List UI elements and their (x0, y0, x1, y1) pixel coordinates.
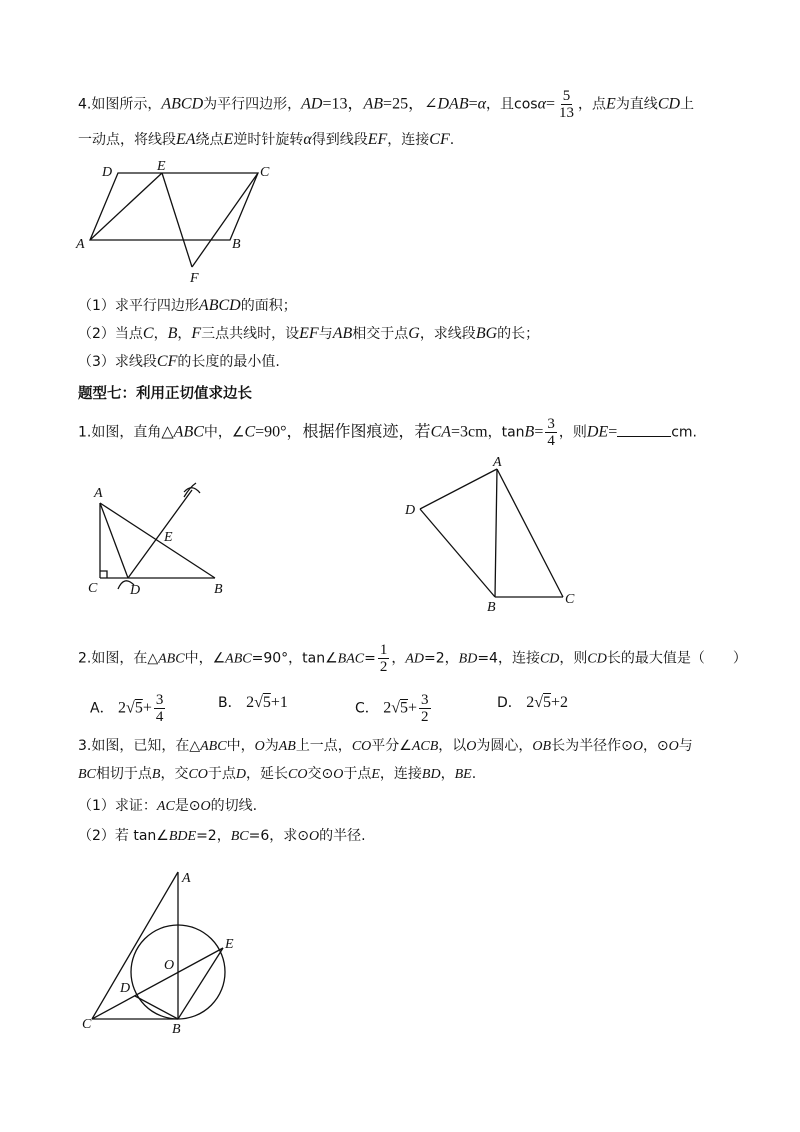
label-d: D (405, 503, 416, 518)
answer-blank[interactable] (617, 422, 671, 437)
label-b: B (214, 582, 223, 597)
label-d: D (130, 583, 141, 598)
p3-stem-line2: BC相切于点B，交CO于点D，延长CO交⊙O于点E，连接BD，BE. (78, 766, 477, 782)
tan-bac-fraction: $\frac{1}{2}$ (379, 642, 388, 675)
label-e: E (157, 160, 166, 174)
section-title: 题型七：利用正切值求边长 (78, 386, 252, 402)
side-da (420, 469, 497, 509)
label-e: E (225, 937, 234, 952)
label-a: A (493, 455, 502, 470)
label-c: C (260, 165, 270, 180)
label-c: C (88, 581, 98, 596)
option-c[interactable]: C． 2√5+ $\frac{3}{2}$ (355, 692, 429, 725)
label-o: O (164, 958, 175, 973)
option-a[interactable]: A． 2√5+ $\frac{3}{4}$ (90, 692, 164, 725)
label-b: B (487, 600, 496, 615)
q4-stem-line2: 一动点，将线段EA绕点E逆时针旋转α得到线段EF，连接CF. (78, 131, 455, 148)
segment-ea (90, 173, 162, 240)
p3-sub2: （2）若 tan∠BDE=2，BC=6，求⊙O的半径. (78, 828, 366, 844)
option-a-fraction: $\frac{3}{4}$ (155, 692, 164, 725)
side-ab (495, 469, 497, 597)
tan-b-fraction: $\frac{3}{4}$ (547, 416, 555, 449)
p3-stem-line1: 3.如图，已知，在△ABC中，O为AB上一点，CO平分∠ACB，以O为圆心，OB长为半径作⊙O，⊙O与 (78, 738, 693, 754)
right-triangle-figure (80, 475, 240, 610)
segment-ad (100, 503, 128, 578)
label-c: C (82, 1017, 92, 1032)
segment-be (178, 948, 223, 1019)
right-angle-mark (100, 571, 107, 578)
q4-stem-line1: 4.如图所示，ABCD为平行四边形，AD=13，AB=25，∠DAB=α，且cosα= $\frac{5}{13}$ ，点E为直线CD上 (78, 88, 695, 121)
p1-stem: 1.如图，直角△ABC中，∠C=90°，根据作图痕迹，若CA=3cm，tanB= $\frac{3}{4}$ ，则DE= cm. (78, 416, 698, 449)
label-e: E (164, 530, 173, 545)
segment-bd (135, 996, 178, 1019)
segment-ef (162, 173, 192, 267)
p3-sub1: （1）求证：AC是⊙O的切线. (78, 798, 258, 814)
side-ac (497, 469, 563, 597)
q4-sub1: （1）求平行四边形ABCD的面积； (78, 297, 297, 314)
perpendicular-line (128, 490, 192, 578)
label-d: D (102, 165, 113, 180)
label-a: A (76, 237, 85, 252)
parallelogram-figure (70, 160, 280, 290)
parallelogram-abcd (90, 173, 258, 240)
label-b: B (232, 237, 241, 252)
cos-alpha-fraction: $\frac{5}{13}$ (559, 88, 575, 121)
q4-sub2: （2）当点C，B，F三点共线时，设EF与AB相交于点G，求线段BG的长； (78, 325, 540, 342)
p2-stem: 2.如图，在△ABC中，∠ABC=90°，tan∠BAC= $\frac{1}{2}$ ，AD=2，BD=4，连接CD，则CD长的最大值是（ ） (78, 642, 747, 675)
option-b[interactable]: B． 2√5+1 (218, 694, 288, 711)
label-a: A (94, 486, 103, 501)
side-ab (100, 503, 215, 578)
label-a: A (182, 871, 191, 886)
side-ca (92, 872, 178, 1019)
label-d: D (120, 981, 131, 996)
q4-sub3: （3）求线段CF的长度的最小值. (78, 353, 280, 370)
quadrilateral-figure (395, 452, 595, 617)
label-c: C (565, 592, 575, 607)
option-c-fraction: $\frac{3}{2}$ (421, 692, 429, 725)
circle-tangent-figure (78, 862, 258, 1037)
segment-cf (192, 173, 258, 267)
label-b: B (172, 1022, 181, 1037)
side-db (420, 509, 495, 597)
label-f: F (190, 271, 199, 286)
option-d[interactable]: D． 2√5+2 (497, 694, 569, 711)
